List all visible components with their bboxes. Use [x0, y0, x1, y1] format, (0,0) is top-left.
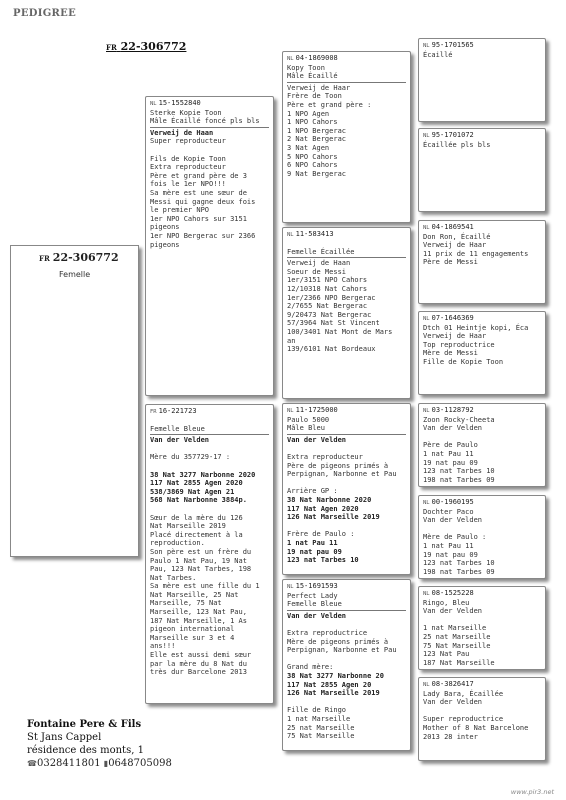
info-line: Super reproductrice — [423, 715, 504, 724]
info-line: Paulo 1 Nat Pau, 19 Nat — [150, 556, 247, 565]
info-line: Mère de Messi — [423, 349, 478, 358]
info-line: pigeon international — [150, 625, 235, 634]
info-line: Placé directement à la — [150, 530, 243, 539]
info-line: Sœur de la mère du 126 — [150, 513, 243, 522]
info-line: 19 nat pau 09 — [423, 550, 478, 559]
ring-country: NL — [150, 101, 157, 107]
info-line: par la mère du 8 Nat du — [150, 659, 247, 668]
info-line: 6 NPO Cahors — [287, 161, 338, 170]
ring-number — [423, 680, 541, 690]
info-line: 187 Nat Marseille, 1 As — [150, 616, 247, 625]
ring-value: 11-1725000 — [295, 406, 338, 414]
ring-country: NL — [423, 682, 430, 688]
info-line: Van der Velden — [423, 516, 483, 525]
info-line: 38 Nat Narbonne 2020 — [287, 495, 372, 504]
card-dss — [418, 403, 546, 487]
info-line: 100/3401 Nat Mont de Mars — [287, 327, 393, 336]
ring-country: NL — [423, 133, 430, 139]
ring-value: 03-1128792 — [431, 406, 474, 414]
site-footer: www.pir3.net — [510, 788, 554, 796]
info-line: 75 Nat Marseille — [287, 732, 355, 741]
info-line: 117 Nat Agen 2020 — [287, 504, 359, 513]
card-sss — [418, 38, 546, 122]
ring-number — [287, 582, 406, 592]
info-line: 1 nat Pau 11 — [423, 449, 474, 458]
owner-city: St Jans Cappel — [27, 732, 102, 743]
info-line: 1er/2366 NPO Bergerac — [287, 293, 376, 302]
ring-country: NL — [287, 408, 294, 414]
ring-number — [287, 54, 406, 64]
info-line: 19 nat pau 09 — [423, 458, 478, 467]
info-line: 538/3869 Nat Agen 21 — [150, 487, 235, 496]
card-ssd — [418, 128, 546, 212]
card-sdd — [418, 311, 546, 395]
owner-block — [27, 718, 172, 770]
info-line: 11 prix de 11 engagements — [423, 249, 529, 258]
info-line: 3 Nat Agen — [287, 143, 330, 152]
info-line: 123 nat Tarbes 10 — [423, 467, 495, 476]
info-line: 5 NPO Cahors — [287, 152, 338, 161]
ring-number — [423, 223, 541, 233]
pigeon-color: Mâle Bleu — [287, 424, 325, 433]
info-line: 25 nat Marseille — [423, 632, 491, 641]
phone-mobile: 0648705098 — [108, 758, 172, 769]
info-line: Van der Velden — [423, 424, 483, 433]
owner-address: résidence des monts, 1 — [27, 745, 144, 756]
ring-number — [150, 99, 269, 109]
info-line: 117 Nat 2855 Agen 20 — [287, 680, 372, 689]
owner-phones — [27, 757, 172, 770]
info-line: Van der Velden — [423, 607, 483, 616]
info-line: ans!!! — [150, 642, 176, 651]
ring-number — [287, 406, 406, 416]
ring-value: 07-1646369 — [431, 314, 474, 322]
info-line: 1 nat Marseille — [287, 714, 351, 723]
info-line — [150, 445, 269, 454]
info-line: 117 Nat 2855 Agen 2020 — [150, 479, 243, 488]
info-line: 38 Nat 3277 Narbonne 20 — [287, 671, 384, 680]
card-ss — [282, 51, 411, 223]
ring-country: NL — [423, 316, 430, 322]
info-line: 75 Nat Marseille — [423, 641, 491, 650]
info-line: Soeur de Messi — [287, 267, 347, 276]
ring-value: 04-1869541 — [431, 223, 474, 231]
pigeon-color: Mâle Écaillé foncé pls bls — [150, 117, 260, 126]
info-line — [287, 655, 406, 664]
info-line: Mère du 357729-17 : — [150, 453, 231, 462]
subject-sex: Femelle — [59, 270, 91, 279]
ring-country: NL — [287, 232, 294, 238]
info-line: 1 nat Pau 11 — [423, 541, 474, 550]
divider — [287, 257, 406, 258]
info-line: Dochter Paco — [423, 507, 474, 516]
card-sire — [145, 96, 274, 396]
card-sd — [282, 227, 411, 399]
info-line: reproduction. — [150, 539, 205, 548]
divider — [287, 434, 406, 435]
ring-country: NL — [423, 591, 430, 597]
ring-country: NL — [423, 43, 430, 49]
info-line: 568 Nat Narbonne 3884p. — [150, 496, 247, 505]
info-line: Fille de Ringo — [287, 706, 347, 715]
info-line — [287, 698, 406, 707]
pigeon-name: Kopy Toon — [287, 63, 325, 72]
name-gap — [287, 240, 406, 248]
info-line: 1 nat Marseille — [423, 624, 487, 633]
info-line: 19 nat pau 09 — [287, 547, 342, 556]
ring-country: FR — [150, 409, 157, 415]
info-line: 2013 28 inter — [423, 732, 478, 741]
info-line: Nat Tarbes. — [150, 573, 197, 582]
info-line: Père de pigeons primés à — [287, 461, 389, 470]
info-line: 1 NPO Cahors — [287, 118, 338, 127]
card-dsd — [418, 495, 546, 579]
info-line: 139/6101 Nat Bordeaux — [287, 345, 376, 354]
pigeon-name: Perfect Lady — [287, 591, 338, 600]
info-line: 9 Nat Bergerac — [287, 169, 347, 178]
phone-icon: ☎ — [27, 759, 37, 768]
info-line: Frère de Paulo : — [287, 530, 355, 539]
info-line: Pau, 123 Nat Tarbes, 198 — [150, 565, 252, 574]
breeder-name: Van der Velden — [287, 435, 347, 444]
card-ds — [282, 403, 411, 575]
info-line: Elle est aussi demi sœur — [150, 651, 252, 660]
title-country: FR — [106, 43, 117, 52]
info-line: Son père est un frère du — [150, 547, 252, 556]
info-line: Extra reproductrice — [287, 628, 368, 637]
info-line: 38 Nat 3277 Narbonne 2020 — [150, 470, 256, 479]
info-line: Mother of 8 Nat Barcelone — [423, 723, 529, 732]
pigeon-name: Sterke Kopie Toon — [150, 108, 222, 117]
info-line: Père de Paulo — [423, 441, 478, 450]
info-line: Verweij de Haan — [287, 259, 351, 268]
info-line — [287, 522, 406, 531]
ring-number — [423, 131, 541, 141]
card-ddd — [418, 677, 546, 761]
divider — [287, 82, 406, 83]
info-line: Zoon Rocky-Cheeta — [423, 415, 495, 424]
info-line: 1 nat Pau 11 — [287, 538, 338, 547]
ring-value: 95-1701072 — [431, 131, 474, 139]
info-line: Perpignan, Narbonne et Pau — [287, 470, 397, 479]
info-line: Écaillée pls bls — [423, 140, 491, 149]
pigeon-color: Mâle Écaillé — [287, 72, 338, 81]
ring-country: NL — [423, 408, 430, 414]
ring-value: 04-1869008 — [295, 54, 338, 62]
info-line: Père et grand père : — [287, 100, 372, 109]
info-line: Père de Messi — [423, 258, 478, 267]
card-dds — [418, 586, 546, 670]
ring-value: 00-1960195 — [431, 498, 474, 506]
info-line — [287, 479, 406, 488]
info-line: 123 Nat Pau — [423, 650, 470, 659]
card-sds — [418, 220, 546, 304]
mobile-phone-icon: ▮ — [103, 759, 109, 768]
ring-value: 15-1691593 — [295, 582, 338, 590]
ring-value: 16-221723 — [158, 407, 197, 415]
info-line: Top reproductrice — [423, 340, 495, 349]
info-line: 57/3964 Nat St Vincent — [287, 319, 380, 328]
info-line: Nat Marseille 2019 — [150, 522, 226, 531]
subject-card — [10, 245, 139, 557]
info-line: Dtch 01 Heintje kopi, Éca — [423, 323, 529, 332]
breeder-name: Van der Velden — [150, 436, 210, 445]
info-line: Super reproducteur — [150, 137, 226, 146]
info-line: Mère de Paulo : — [423, 533, 487, 542]
ring-value: 95-1701565 — [431, 41, 474, 49]
ring-number — [423, 406, 541, 416]
info-line: pigeons — [150, 223, 180, 232]
card-dam — [145, 404, 274, 704]
pedigree-title — [106, 40, 186, 53]
info-line — [423, 525, 541, 534]
info-line: 2 Nat Bergerac — [287, 135, 347, 144]
info-line: 2/7655 Nat Bergerac — [287, 302, 368, 311]
info-line — [423, 707, 541, 716]
title-ring: 22-306772 — [120, 40, 187, 53]
ring-number — [423, 589, 541, 599]
info-line: Marseille, 75 Nat — [150, 599, 222, 608]
ring-country: NL — [287, 584, 294, 590]
ring-country: NL — [423, 225, 430, 231]
ring-number — [287, 230, 406, 240]
info-line: très dur Barcelone 2013 — [150, 668, 247, 677]
info-line — [150, 505, 269, 514]
subject-ring — [39, 251, 132, 264]
info-line: Marseille sur 3 et 4 — [150, 633, 235, 642]
info-line: 126 Nat Marseille 2019 — [287, 513, 380, 522]
pigeon-color: Femelle Écaillée — [287, 247, 355, 256]
info-line: 1 NPO Agen — [287, 109, 330, 118]
info-line: Père et grand père de 3 — [150, 171, 247, 180]
card-dd — [282, 579, 411, 751]
info-line — [150, 462, 269, 471]
ring-number — [150, 407, 269, 417]
ring-value: 11-583413 — [295, 230, 334, 238]
info-line: Verweij de Haar — [423, 241, 487, 250]
info-line: Ringo, Bleu — [423, 598, 470, 607]
info-line: Verweij de Haar — [423, 332, 487, 341]
info-line: 1 NPO Bergerac — [287, 126, 347, 135]
info-line: 9/20473 Nat Bergerac — [287, 310, 372, 319]
ring-value: 15-1552840 — [158, 99, 201, 107]
info-line: 1er NPO Cahors sur 3151 — [150, 214, 247, 223]
ring-number — [423, 41, 541, 51]
phone-landline: 0328411801 — [36, 758, 101, 769]
info-line: Mère de pigeons primés à — [287, 637, 389, 646]
subject-ring-number: 22-306772 — [52, 251, 119, 264]
info-line: 126 Nat Marseille 2019 — [287, 689, 380, 698]
info-line: Van der Velden — [423, 698, 483, 707]
info-line: le premier NPO — [150, 206, 210, 215]
info-line: Arrière GP : — [287, 487, 338, 496]
ring-number — [423, 314, 541, 324]
info-line: 198 nat Tarbes 09 — [423, 475, 495, 484]
info-line: 12/10318 Nat Cahors — [287, 284, 368, 293]
info-line: 187 Nat Marseille — [423, 658, 495, 667]
pigeon-name: Paulo 5000 — [287, 415, 330, 424]
divider — [150, 434, 269, 435]
divider — [150, 127, 269, 128]
info-line: Marseille, 123 Nat Pau, — [150, 608, 247, 617]
info-line: 1er/3151 NPO Cahors — [287, 276, 368, 285]
info-line: Nat Marseille, 25 Nat — [150, 590, 239, 599]
info-line: Sa mère est une fille du 1 — [150, 582, 260, 591]
info-line: Écaillé — [423, 50, 453, 59]
info-line — [423, 616, 541, 625]
info-line: 123 nat Tarbes 10 — [287, 556, 359, 565]
info-line — [150, 146, 269, 155]
divider — [287, 610, 406, 611]
pigeon-color: Femelle Bleue — [287, 600, 342, 609]
ring-country: NL — [287, 56, 294, 62]
ring-value: 08-3826417 — [431, 680, 474, 688]
info-line — [287, 620, 406, 629]
info-line: Fille de Kopie Toon — [423, 357, 504, 366]
info-line: Verweij de Haar — [287, 83, 351, 92]
breeder-name: Verweij de Haan — [150, 128, 214, 137]
info-line: Don Ron, Écaillé — [423, 232, 491, 241]
info-line: 1er NPO Bergerac sur 2366 — [150, 231, 256, 240]
info-line: Frère de Toon — [287, 92, 342, 101]
info-line: 198 nat Tarbes 09 — [423, 567, 495, 576]
subject-country: FR — [39, 254, 50, 263]
page-header: PEDIGREE — [13, 8, 76, 19]
info-line: an — [287, 336, 296, 345]
info-line: Perpignan, Narbonne et Pau — [287, 646, 397, 655]
info-line: 25 nat Marseille — [287, 723, 355, 732]
info-line: Lady Bara, Écaillée — [423, 689, 504, 698]
owner-name: Fontaine Pere & Fils — [27, 719, 142, 730]
info-line — [287, 444, 406, 453]
info-line: Sa mère est une sœur de — [150, 188, 247, 197]
ring-value: 08-1525228 — [431, 589, 474, 597]
pigeon-color: Femelle Bleue — [150, 424, 205, 433]
name-gap — [150, 417, 269, 425]
breeder-name: Van der Velden — [287, 611, 347, 620]
ring-number — [423, 498, 541, 508]
ring-country: NL — [423, 500, 430, 506]
info-line — [423, 433, 541, 442]
info-line: Messi qui gagne deux fois — [150, 197, 256, 206]
info-line: Grand mère: — [287, 663, 334, 672]
info-line: Fils de Kopie Toon — [150, 154, 226, 163]
info-line: pigeons — [150, 240, 180, 249]
info-line: fois le 1er NPO!!! — [150, 180, 226, 189]
info-line: Extra reproducteur — [287, 452, 363, 461]
info-line: 123 nat Tarbes 10 — [423, 559, 495, 568]
info-line: Extra reproducteur — [150, 163, 226, 172]
